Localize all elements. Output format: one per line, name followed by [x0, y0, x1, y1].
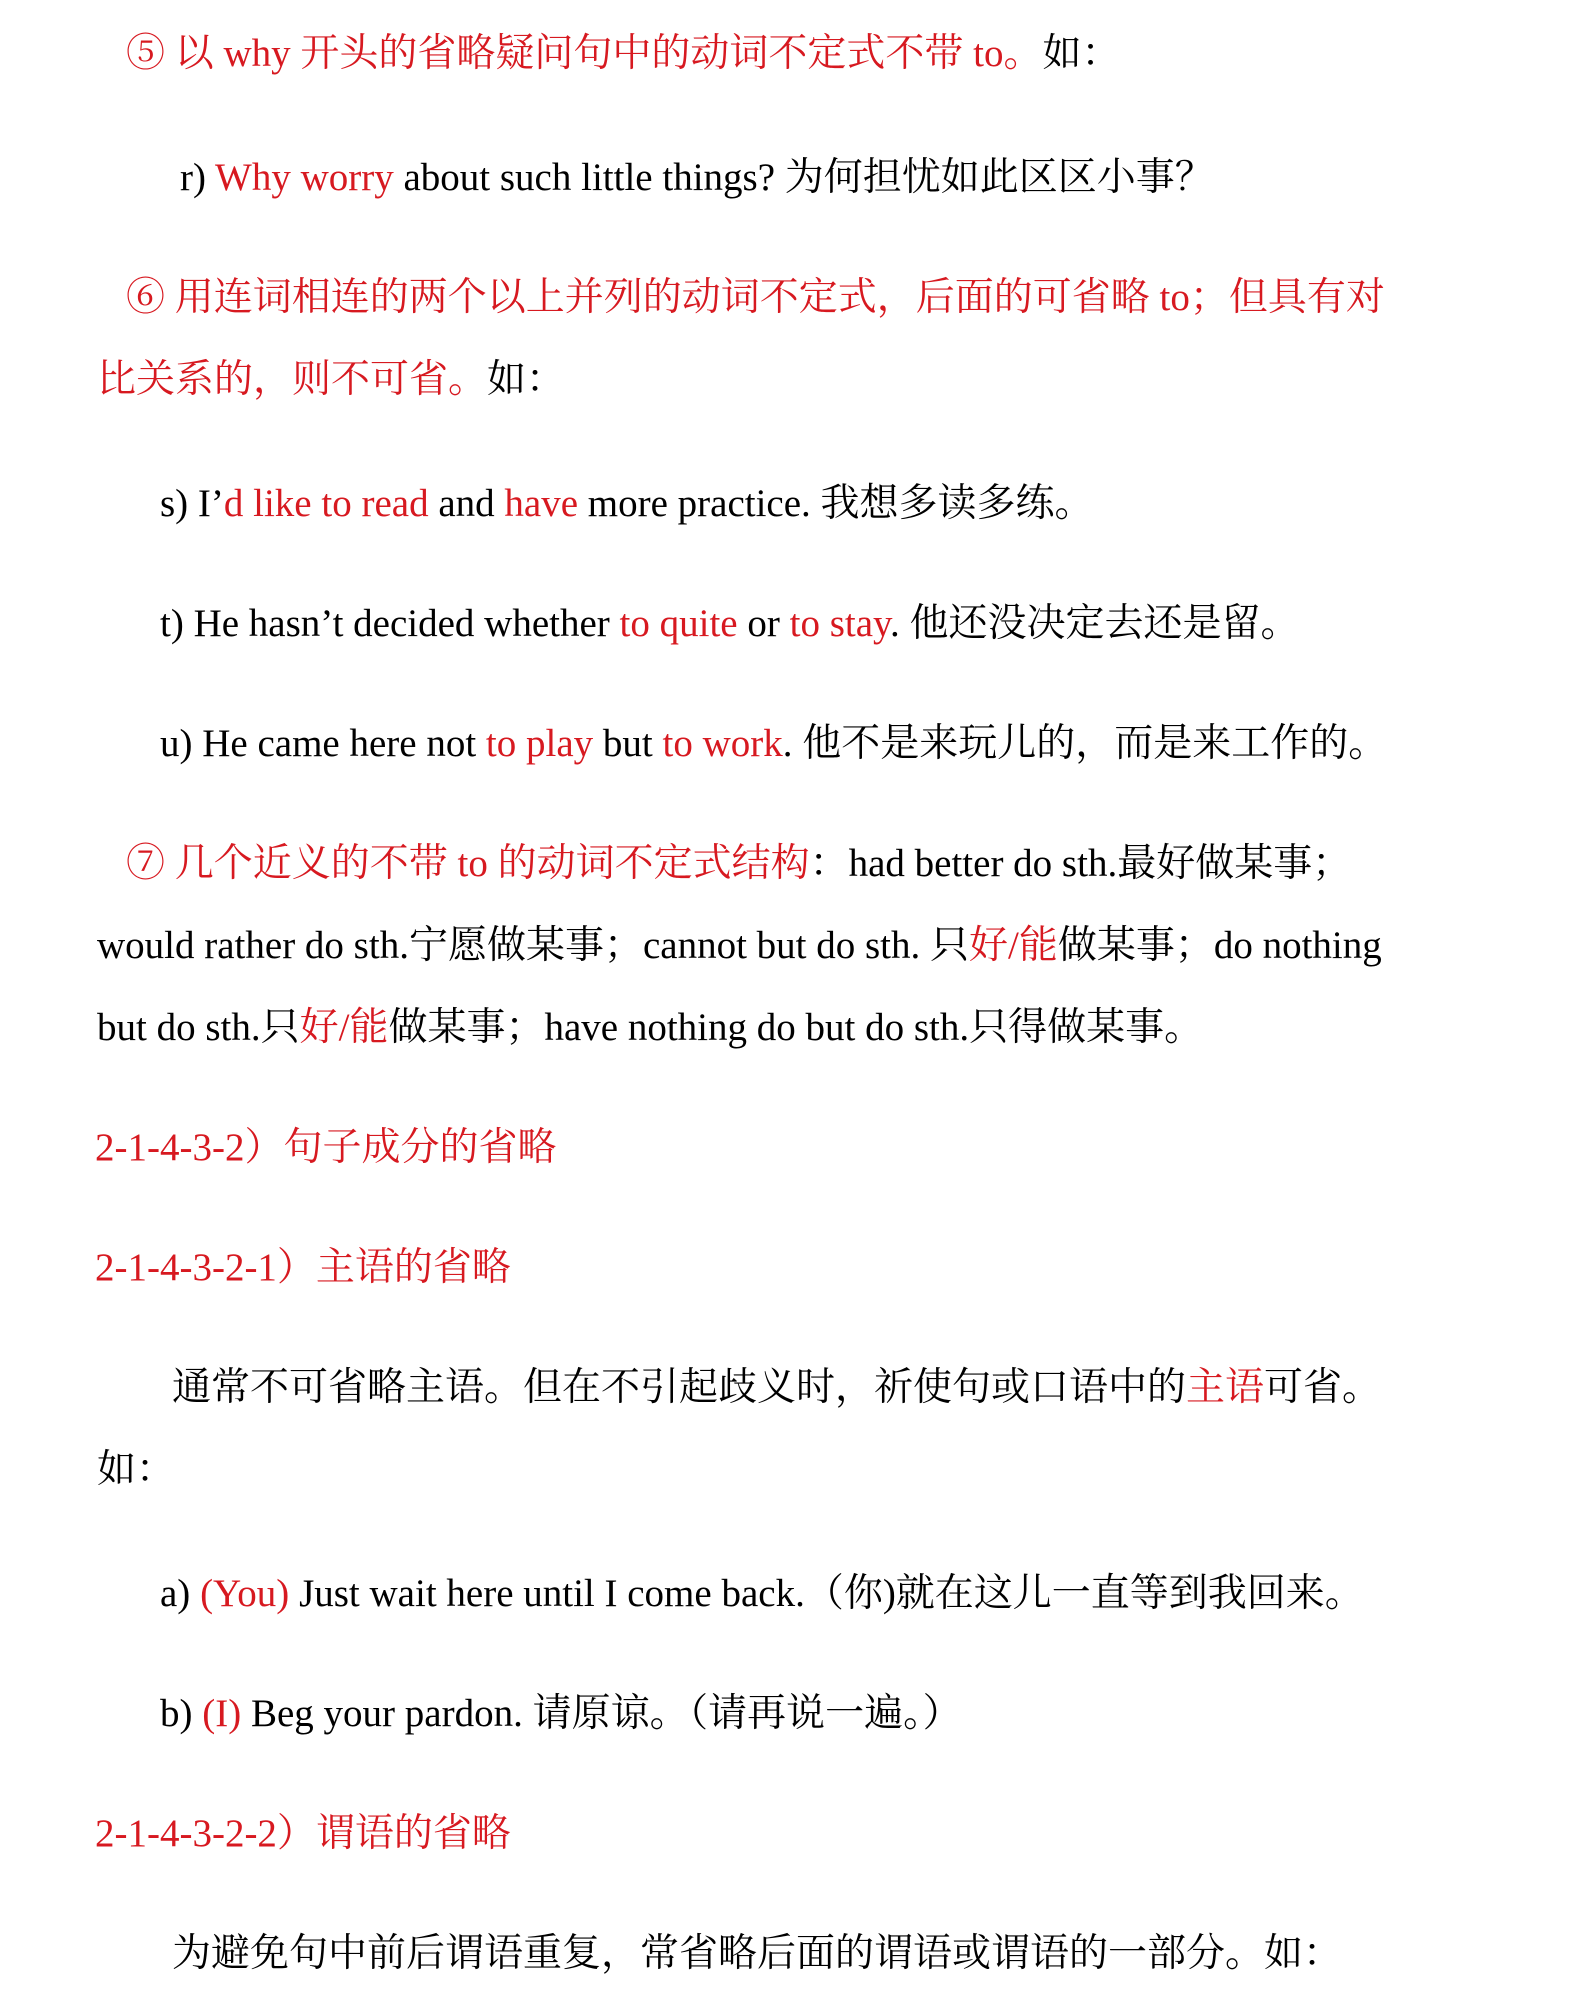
item7-text: ：had better do sth.最好做某事；	[809, 842, 1352, 885]
example-a-label: a)	[160, 1572, 201, 1615]
item7-text: would rather do sth.宁愿做某事；cannot but do sth. 只	[97, 924, 969, 967]
item7-highlight: 好/能	[969, 924, 1058, 967]
example-t-highlight: to quite	[619, 602, 738, 645]
example-u-text: u) He came here not	[160, 722, 486, 765]
item7-text: 做某事；have nothing do but do sth.只得做某事。	[388, 1006, 1204, 1049]
example-t-text: or	[737, 602, 790, 645]
subject-para-text: 可省。	[1264, 1366, 1382, 1409]
example-r	[180, 154, 1214, 202]
example-s-text: and	[428, 482, 505, 525]
example-t-highlight: to stay	[789, 602, 890, 645]
section-heading-predicate-ellipsis: 2-1-4-3-2-2）谓语的省略	[95, 1812, 511, 1855]
example-r-text: about such little things? 为何担忧如此区区小事？	[393, 156, 1214, 199]
item7-line2	[97, 922, 1382, 970]
item6-heading-line2-rule: 比关系的，则不可省。	[97, 358, 488, 401]
example-b-highlight: (I)	[202, 1692, 242, 1735]
example-u-highlight: to play	[485, 722, 594, 765]
example-u-text: but	[593, 722, 663, 765]
example-s-text: s) I’	[160, 482, 224, 525]
example-r-highlight: Why worry	[215, 156, 394, 199]
example-r-label: r)	[180, 156, 216, 199]
item6-heading-line1: ⑥ 用连词相连的两个以上并列的动词不定式，后面的可省略 to；但具有对	[126, 276, 1385, 319]
item5-heading-ru: 如：	[1042, 32, 1121, 75]
item5-heading-rule: ⑤ 以 why 开头的省略疑问句中的动词不定式不带 to。	[126, 32, 1043, 75]
example-t	[160, 600, 1300, 648]
item7-line1	[126, 840, 1351, 888]
example-u-text: . 他不是来玩儿的，而是来工作的。	[782, 722, 1388, 765]
item6-heading-line2-ru: 如：	[487, 358, 566, 401]
example-u-highlight: to work	[662, 722, 783, 765]
example-b	[160, 1690, 962, 1738]
subject-para-highlight: 主语	[1186, 1366, 1265, 1409]
example-t-text: t) He hasn’t decided whether	[160, 602, 620, 645]
item6-heading-line2	[97, 356, 565, 404]
example-s	[160, 480, 1094, 528]
item5-heading	[126, 30, 1121, 78]
item7-line3	[97, 1004, 1203, 1052]
subject-para-line1	[172, 1364, 1381, 1412]
example-a-text: Just wait here until I come back.（你)就在这儿一直等到我回来。	[289, 1572, 1364, 1615]
example-s-highlight: d like to read	[223, 482, 429, 525]
item7-highlight: 好/能	[299, 1006, 389, 1049]
subject-para-line2: 如：	[97, 1448, 176, 1491]
example-u	[160, 720, 1387, 768]
section-heading-subject-ellipsis: 2-1-4-3-2-1）主语的省略	[95, 1246, 511, 1289]
item7-text: but do sth.只	[97, 1006, 300, 1049]
example-t-text: . 他还没决定去还是留。	[890, 602, 1300, 645]
section-heading-sentence-ellipsis: 2-1-4-3-2）句子成分的省略	[95, 1126, 557, 1169]
example-s-text: more practice. 我想多读多练。	[578, 482, 1094, 525]
item7-rule: ⑦ 几个近义的不带 to 的动词不定式结构	[126, 842, 810, 885]
item7-text: 做某事；do nothing	[1057, 924, 1382, 967]
example-b-text: Beg your pardon. 请原谅。（请再说一遍。）	[241, 1692, 962, 1735]
example-b-label: b)	[160, 1692, 203, 1735]
example-a-highlight: (You)	[200, 1572, 290, 1615]
subject-para-text: 通常不可省略主语。但在不引起歧义时，祈使句或口语中的	[172, 1366, 1187, 1409]
predicate-para-line1: 为避免句中前后谓语重复，常省略后面的谓语或谓语的一部分。如：	[172, 1932, 1343, 1975]
example-a	[160, 1570, 1364, 1618]
example-s-highlight: have	[504, 482, 579, 525]
